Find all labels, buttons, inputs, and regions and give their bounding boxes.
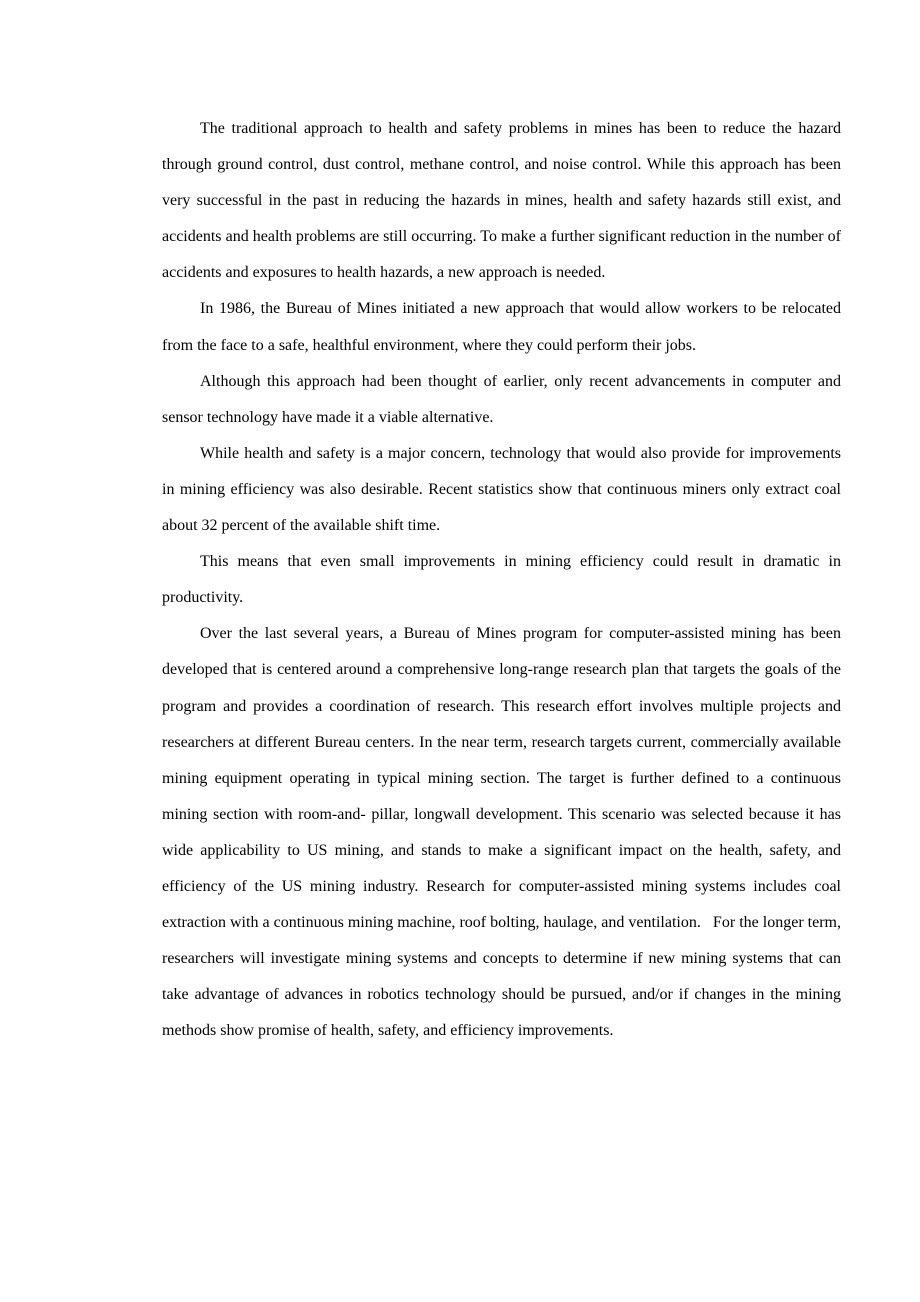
document-body — [162, 111, 841, 1049]
paragraph-productivity: This means that even small improvements in mining efficiency could result in dramatic in productivity. — [162, 553, 841, 607]
paragraph-research-program: Over the last several years, a Bureau of Mines program for computer-assisted mining has been developed that is centered around a comprehensive long-range research plan that targets the goals of the program and provides a coordination of research. This research effort involves multiple projects and researchers at different Bureau centers. In the near term, research targets current, commercially available mining equipment operating in typical mining section. The target is further defined to a continuous mining section with room-and- pillar, longwall development. This scenario was selected because it has wide applicability to US mining, and stands to make a significant impact on the health, safety, and efficiency of the US mining industry. Research for computer-assisted mining systems includes coal extraction with a continuous mining machine, roof bolting, haulage, and ventilation. For the longer term, researchers will investigate mining systems and concepts to determine if new mining systems that can take advantage of advances in robotics technology should be pursued, and/or if changes in the mining methods show promise of health, safety, and efficiency improvements. — [162, 625, 841, 1040]
paragraph-recent-advancements: Although this approach had been thought of earlier, only recent advancements in computer and sensor technology have made it a viable alternative. — [162, 372, 841, 426]
paragraph-mining-efficiency: While health and safety is a major concern, technology that would also provide for improvements in mining efficiency was also desirable. Recent statistics show that continuous miners only extract coal about 32 percent of the available shift time. — [162, 444, 841, 535]
paragraph-bureau-1986: In 1986, the Bureau of Mines initiated a new approach that would allow workers to be relocated from the face to a safe, healthful environment, where they could perform their jobs. — [162, 300, 841, 354]
paragraph-traditional-approach: The traditional approach to health and safety problems in mines has been to reduce the hazard through ground control, dust control, methane control, and noise control. While this approach has been very successful in the past in reducing the hazards in mines, health and safety hazards still exist, and accidents and health problems are still occurring. To make a further significant reduction in the number of accidents and exposures to health hazards, a new approach is needed. — [162, 120, 841, 282]
